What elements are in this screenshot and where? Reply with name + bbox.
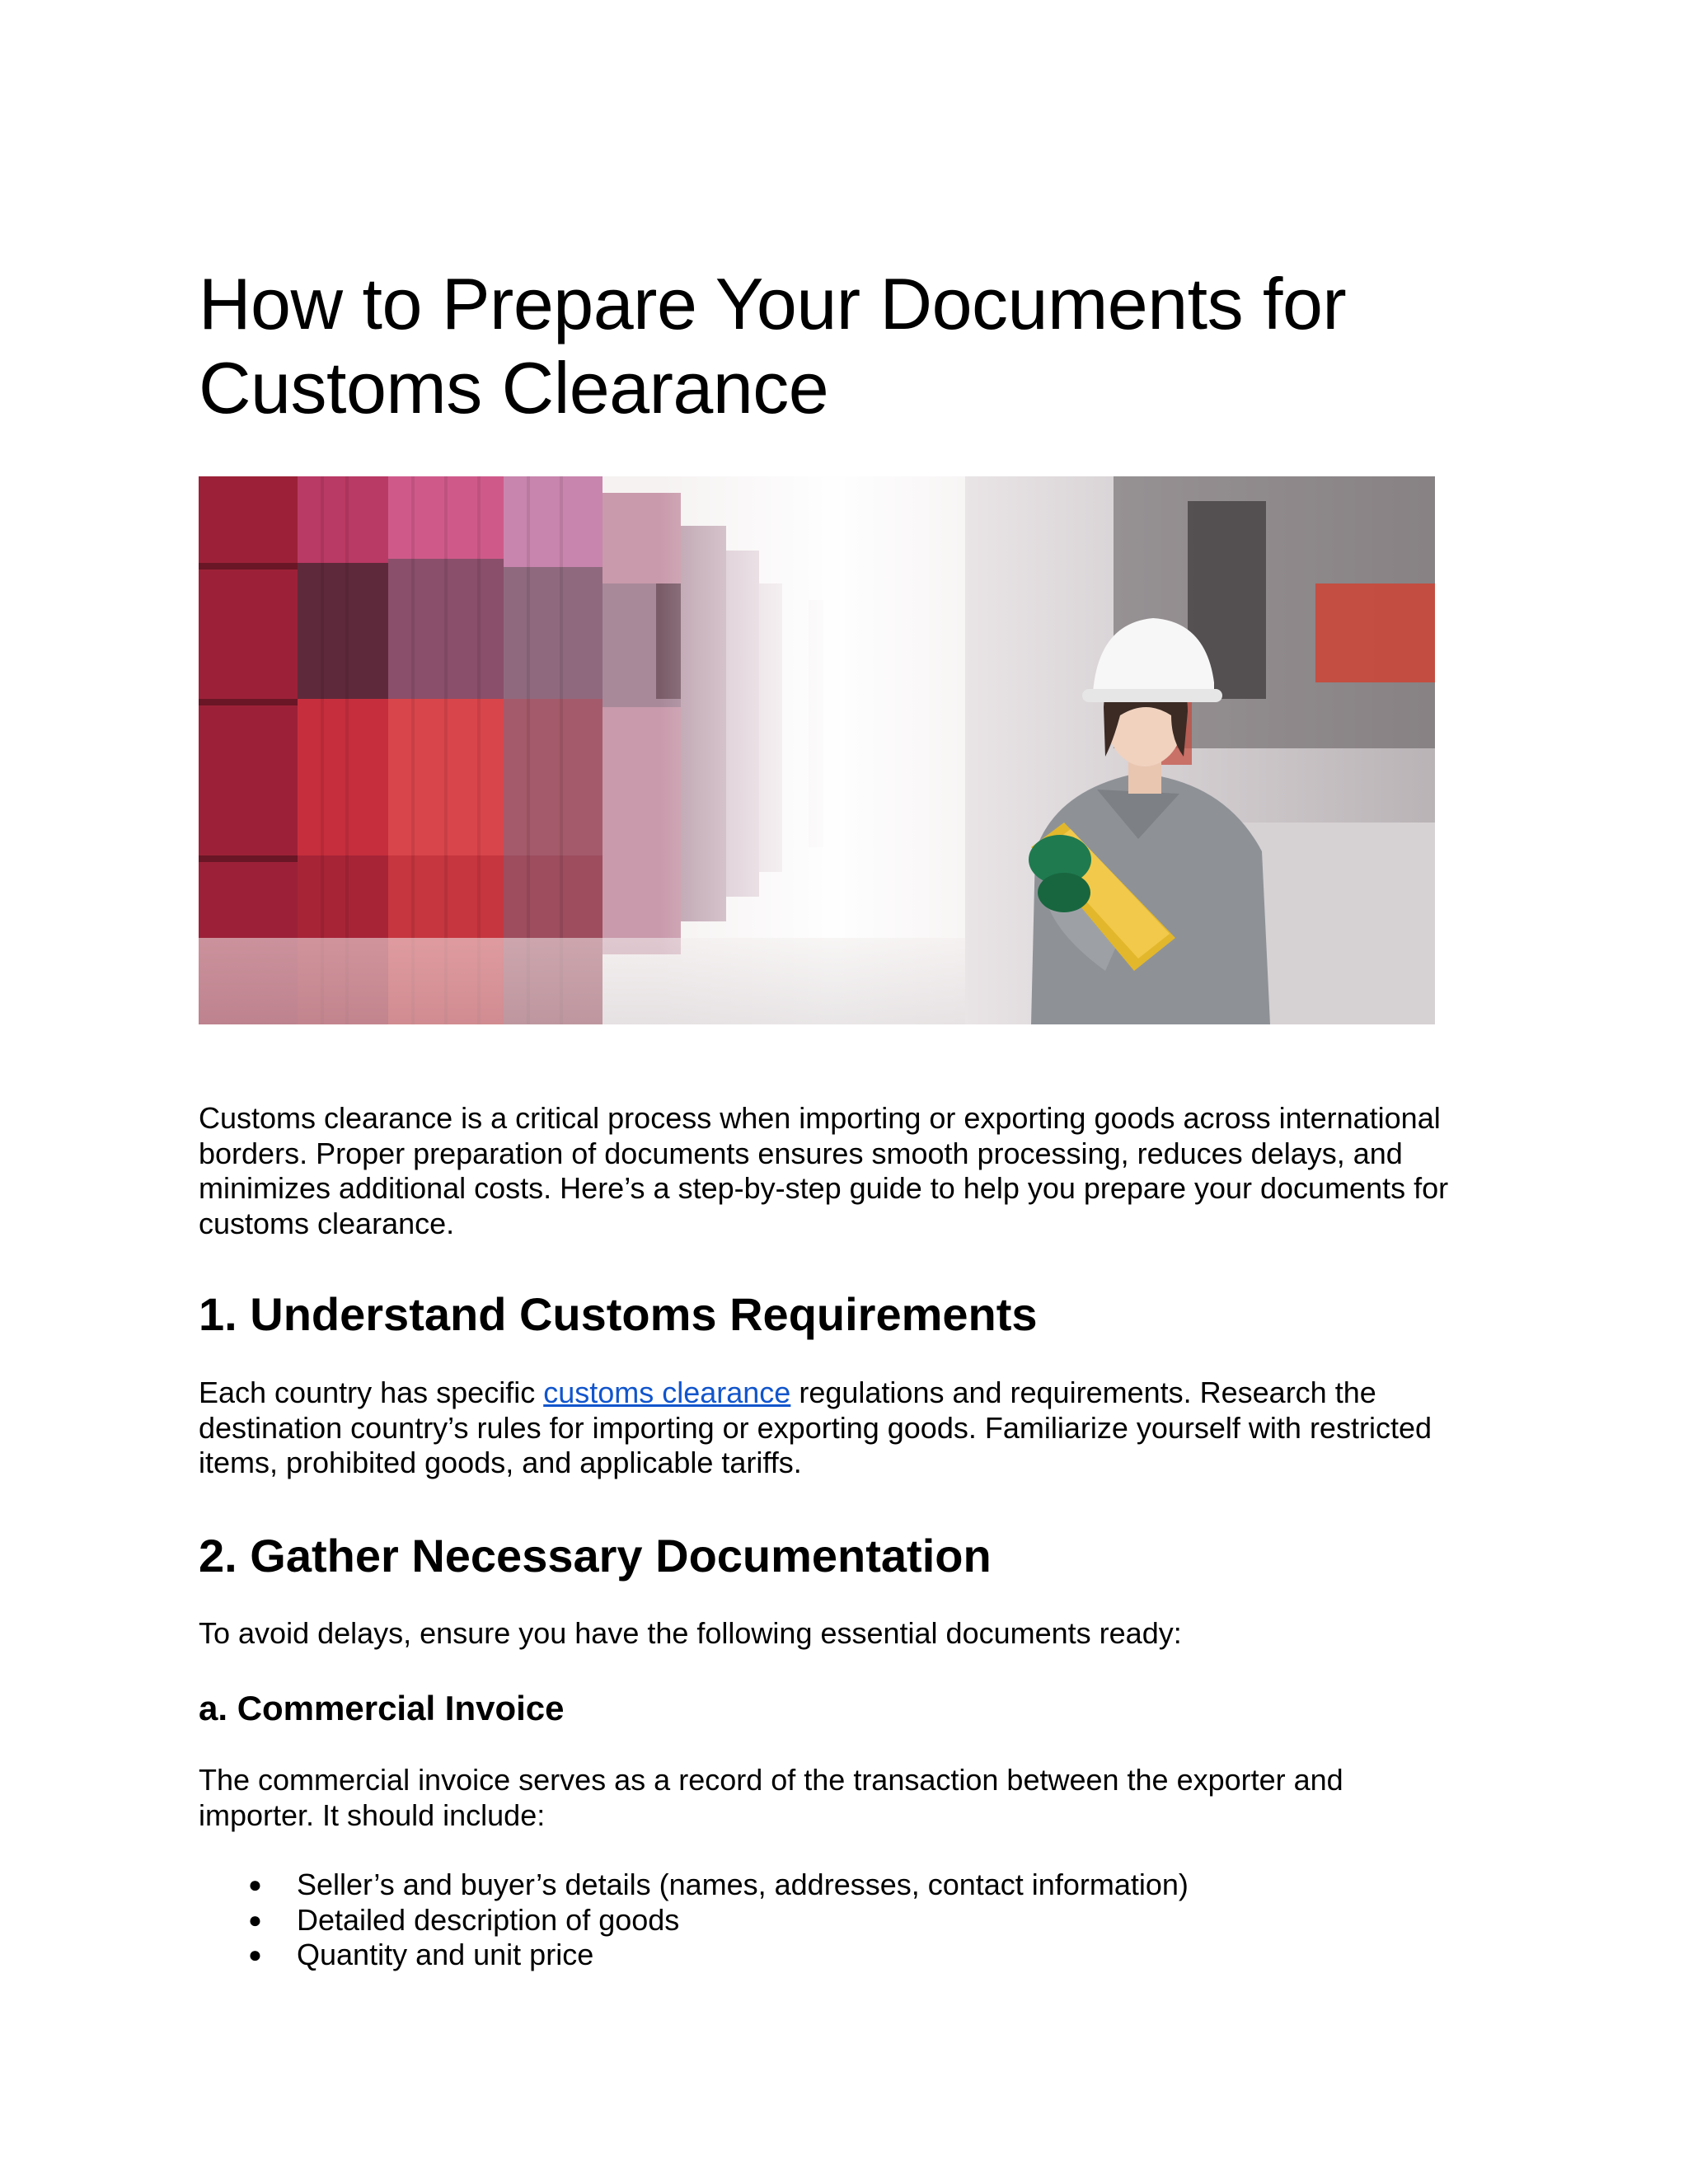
subsection-a-line-2: importer. It should include: — [199, 1797, 546, 1832]
intro-paragraph — [199, 1101, 1493, 1241]
customs-clearance-link[interactable]: customs clearance — [543, 1376, 791, 1409]
section-2-intro: To avoid delays, ensure you have the following essential documents ready: — [199, 1616, 1182, 1650]
commercial-invoice-list — [199, 1868, 1189, 1973]
section-1-line-3: items, prohibited goods, and applicable tariffs. — [199, 1446, 802, 1479]
subsection-a-paragraph — [199, 1763, 1493, 1833]
section-1-paragraph — [199, 1376, 1493, 1481]
hero-image — [199, 476, 1435, 1024]
list-item-text: Seller’s and buyer’s details (names, addresses, contact information) — [297, 1868, 1189, 1901]
list-item-text: Detailed description of goods — [297, 1902, 680, 1937]
bullet-icon: ● — [248, 1942, 262, 1967]
intro-line-3: minimizes additional costs. Here’s a step-by-step guide to help you prepare your documents for — [199, 1171, 1449, 1205]
page-title-line-1: How to Prepare Your Documents for — [199, 263, 1347, 344]
bullet-icon: ● — [248, 1906, 262, 1933]
subsection-a-line-1: The commercial invoice serves as a record of the transaction between the exporter and — [199, 1763, 1343, 1797]
bullet-icon: ● — [248, 1872, 262, 1897]
intro-line-4: customs clearance. — [199, 1206, 455, 1240]
section-1-heading: 1. Understand Customs Requirements — [199, 1288, 1038, 1340]
section-2-heading: 2. Gather Necessary Documentation — [199, 1530, 992, 1582]
list-item — [199, 1938, 1189, 1973]
page-title — [199, 262, 1484, 430]
list-item — [199, 1868, 1189, 1903]
list-item — [199, 1903, 1189, 1938]
list-item-text: Quantity and unit price — [297, 1938, 594, 1971]
subsection-a-heading: a. Commercial Invoice — [199, 1689, 565, 1727]
page-title-line-2: Customs Clearance — [199, 347, 829, 429]
intro-line-1: Customs clearance is a critical process when importing or exporting goods across international — [199, 1101, 1441, 1135]
section-1-line-2: destination country’s rules for importing or exporting goods. Familiarize yourself with restricted — [199, 1410, 1432, 1445]
intro-line-2: borders. Proper preparation of documents ensures smooth processing, reduces delays, and — [199, 1136, 1403, 1170]
section-1-line-1-start: Each country has specific — [199, 1376, 544, 1409]
section-1-line-1-end: regulations and requirements. Research the — [790, 1376, 1376, 1409]
customs-worker-with-clipboard-photo-icon — [199, 476, 1435, 1024]
